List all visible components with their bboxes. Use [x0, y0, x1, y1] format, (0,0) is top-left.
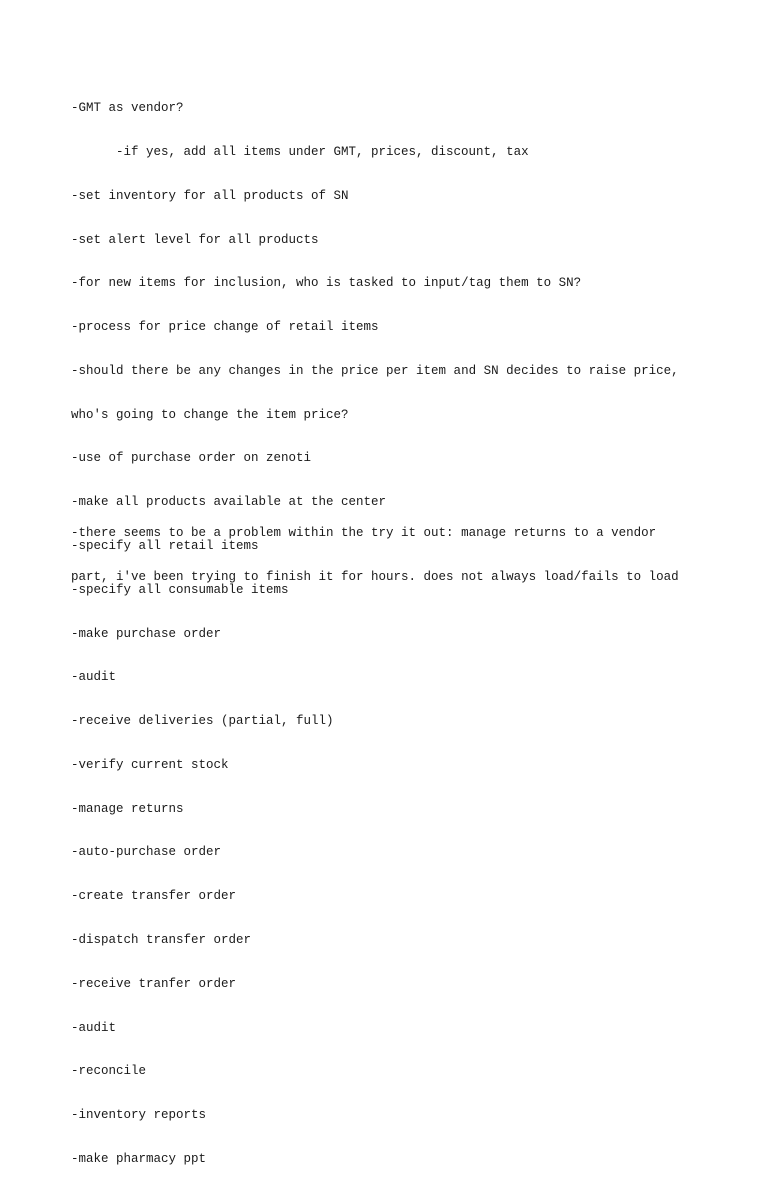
issue-line: -there seems to be a problem within the try it out: manage returns to a vendor — [71, 526, 657, 541]
note-line: -manage returns — [71, 801, 184, 816]
note-line: -for new items for inclusion, who is tasked to input/tag them to SN? — [71, 276, 582, 291]
note-line: -audit — [71, 670, 117, 685]
note-line: -make pharmacy ppt — [71, 1151, 207, 1166]
note-line-indented: -if yes, add all items under GMT, prices, discount, tax — [116, 144, 529, 159]
issue-paragraph — [71, 497, 679, 614]
note-line: -receive deliveries (partial, full) — [71, 714, 334, 729]
note-line: -specify all consumable items — [71, 582, 289, 597]
note-line-continuation: who's going to change the item price? — [71, 407, 349, 422]
note-line: -auto-purchase order — [71, 845, 222, 860]
note-line: -receive tranfer order — [71, 976, 237, 991]
note-line: -reconcile — [71, 1064, 147, 1079]
note-line: -specify all retail items — [71, 539, 259, 553]
note-line: -set inventory for all products of SN — [71, 188, 349, 203]
note-line: -create transfer order — [71, 889, 237, 904]
issue-line: part, i've been trying to finish it for hours. does not always load/fails to load — [71, 569, 679, 584]
note-line: -process for price change of retail items — [71, 320, 379, 335]
note-line: -dispatch transfer order — [71, 933, 252, 948]
note-line: -use of purchase order on zenoti — [71, 451, 312, 466]
note-line: -make purchase order — [71, 626, 222, 641]
note-line: -should there be any changes in the price per item and SN decides to raise price, — [71, 363, 679, 378]
note-line: -set alert level for all products — [71, 232, 319, 247]
note-line: -make all products available at the center — [71, 495, 387, 510]
note-line: -GMT as vendor? — [71, 101, 184, 116]
note-line: -verify current stock — [71, 757, 229, 772]
note-line: -inventory reports — [71, 1108, 207, 1123]
note-line: -audit — [71, 1020, 117, 1035]
task-notes-list — [71, 72, 679, 1196]
